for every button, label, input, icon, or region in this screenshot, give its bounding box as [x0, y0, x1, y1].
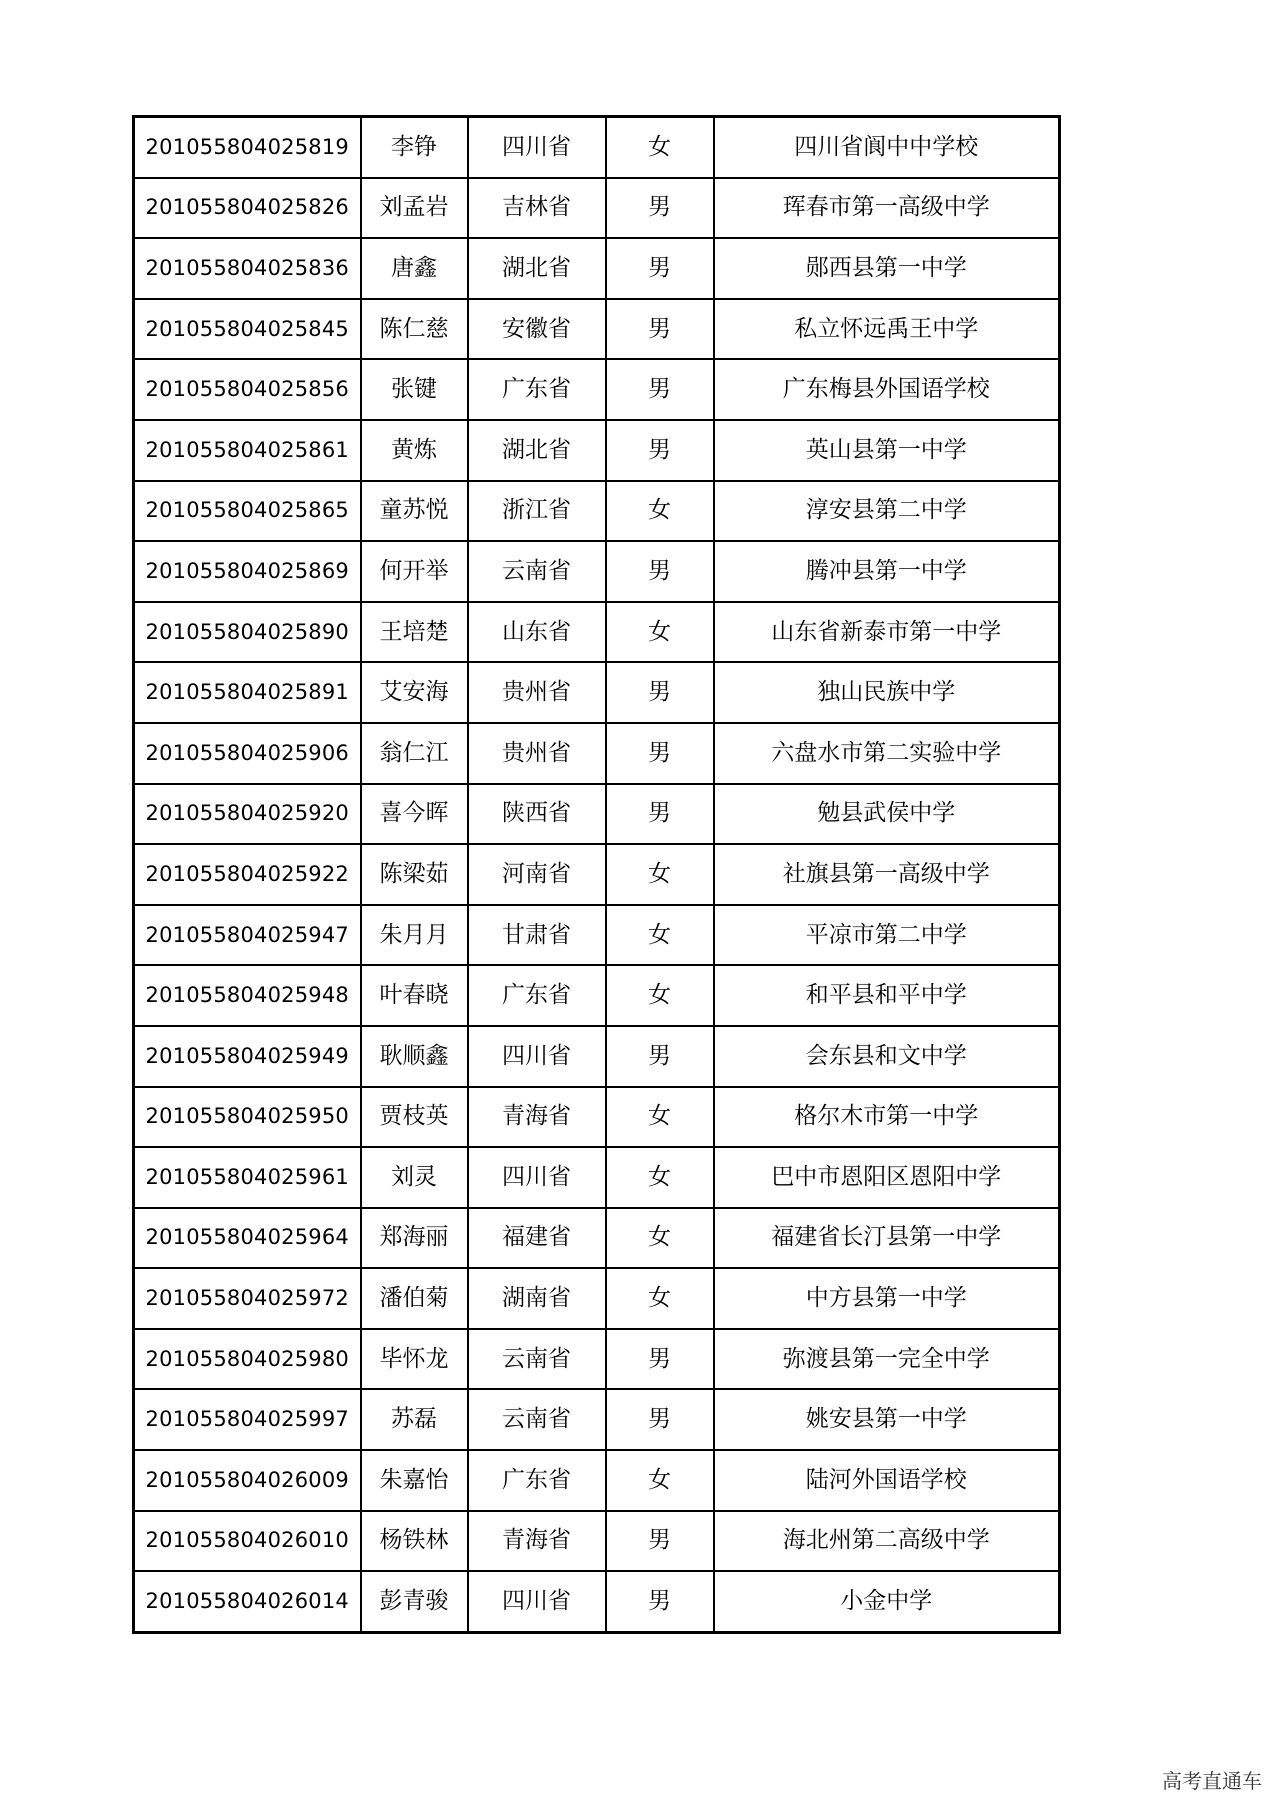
cell-province: 湖北省 [468, 238, 606, 299]
cell-candidate-id: 201055804025972 [134, 1268, 361, 1329]
cell-school: 独山民族中学 [714, 662, 1060, 723]
cell-name: 刘灵 [361, 1147, 468, 1208]
cell-gender: 女 [606, 1147, 714, 1208]
cell-gender: 女 [606, 1087, 714, 1148]
cell-province: 河南省 [468, 844, 606, 905]
cell-school: 珲春市第一高级中学 [714, 178, 1060, 239]
cell-school: 和平县和平中学 [714, 965, 1060, 1026]
cell-school: 六盘水市第二实验中学 [714, 723, 1060, 784]
cell-school: 四川省阆中中学校 [714, 117, 1060, 178]
cell-candidate-id: 201055804025961 [134, 1147, 361, 1208]
cell-province: 四川省 [468, 117, 606, 178]
cell-name: 王培楚 [361, 602, 468, 663]
cell-province: 云南省 [468, 1389, 606, 1450]
cell-candidate-id: 201055804025997 [134, 1389, 361, 1450]
cell-name: 唐鑫 [361, 238, 468, 299]
cell-candidate-id: 201055804025865 [134, 481, 361, 542]
cell-candidate-id: 201055804025922 [134, 844, 361, 905]
cell-school: 海北州第二高级中学 [714, 1511, 1060, 1572]
cell-candidate-id: 201055804025947 [134, 905, 361, 966]
cell-province: 山东省 [468, 602, 606, 663]
cell-name: 童苏悦 [361, 481, 468, 542]
cell-candidate-id: 201055804025906 [134, 723, 361, 784]
table-row [134, 481, 1060, 542]
cell-name: 苏磊 [361, 1389, 468, 1450]
cell-name: 艾安海 [361, 662, 468, 723]
cell-province: 浙江省 [468, 481, 606, 542]
cell-candidate-id: 201055804025819 [134, 117, 361, 178]
cell-province: 四川省 [468, 1147, 606, 1208]
cell-name: 刘孟岩 [361, 178, 468, 239]
cell-candidate-id: 201055804025861 [134, 420, 361, 481]
cell-school: 山东省新泰市第一中学 [714, 602, 1060, 663]
cell-name: 耿顺鑫 [361, 1026, 468, 1087]
cell-gender: 女 [606, 965, 714, 1026]
cell-gender: 男 [606, 541, 714, 602]
student-roster-table [132, 115, 1061, 1634]
cell-school: 福建省长汀县第一中学 [714, 1208, 1060, 1269]
cell-candidate-id: 201055804025948 [134, 965, 361, 1026]
table-row [134, 178, 1060, 239]
cell-gender: 女 [606, 1268, 714, 1329]
cell-province: 安徽省 [468, 299, 606, 360]
cell-name: 李铮 [361, 117, 468, 178]
cell-province: 湖北省 [468, 420, 606, 481]
cell-gender: 女 [606, 117, 714, 178]
cell-school: 巴中市恩阳区恩阳中学 [714, 1147, 1060, 1208]
cell-gender: 男 [606, 1026, 714, 1087]
table-row [134, 1511, 1060, 1572]
cell-gender: 男 [606, 1329, 714, 1390]
cell-gender: 男 [606, 1511, 714, 1572]
cell-gender: 女 [606, 1450, 714, 1511]
table-row [134, 1571, 1060, 1632]
cell-school: 姚安县第一中学 [714, 1389, 1060, 1450]
cell-candidate-id: 201055804026010 [134, 1511, 361, 1572]
table-row [134, 723, 1060, 784]
cell-name: 陈仁慈 [361, 299, 468, 360]
cell-name: 朱月月 [361, 905, 468, 966]
table-row [134, 784, 1060, 845]
cell-candidate-id: 201055804025826 [134, 178, 361, 239]
cell-province: 广东省 [468, 359, 606, 420]
cell-school: 淳安县第二中学 [714, 481, 1060, 542]
cell-school: 广东梅县外国语学校 [714, 359, 1060, 420]
cell-name: 郑海丽 [361, 1208, 468, 1269]
cell-candidate-id: 201055804026014 [134, 1571, 361, 1632]
cell-school: 英山县第一中学 [714, 420, 1060, 481]
cell-gender: 女 [606, 905, 714, 966]
cell-gender: 女 [606, 1208, 714, 1269]
cell-school: 中方县第一中学 [714, 1268, 1060, 1329]
cell-candidate-id: 201055804025856 [134, 359, 361, 420]
cell-name: 杨铁林 [361, 1511, 468, 1572]
cell-name: 朱嘉怡 [361, 1450, 468, 1511]
cell-candidate-id: 201055804026009 [134, 1450, 361, 1511]
cell-province: 贵州省 [468, 662, 606, 723]
cell-province: 四川省 [468, 1571, 606, 1632]
table-row [134, 1208, 1060, 1269]
cell-province: 甘肃省 [468, 905, 606, 966]
table-row [134, 1389, 1060, 1450]
cell-school: 勉县武侯中学 [714, 784, 1060, 845]
cell-name: 陈梁茹 [361, 844, 468, 905]
cell-gender: 男 [606, 723, 714, 784]
table-row [134, 1026, 1060, 1087]
table-row [134, 662, 1060, 723]
cell-name: 潘伯菊 [361, 1268, 468, 1329]
cell-school: 会东县和文中学 [714, 1026, 1060, 1087]
cell-gender: 男 [606, 1389, 714, 1450]
cell-gender: 女 [606, 844, 714, 905]
cell-name: 毕怀龙 [361, 1329, 468, 1390]
table-row [134, 602, 1060, 663]
cell-candidate-id: 201055804025891 [134, 662, 361, 723]
table-row [134, 238, 1060, 299]
cell-candidate-id: 201055804025950 [134, 1087, 361, 1148]
cell-province: 四川省 [468, 1026, 606, 1087]
cell-candidate-id: 201055804025869 [134, 541, 361, 602]
cell-province: 福建省 [468, 1208, 606, 1269]
cell-name: 何开举 [361, 541, 468, 602]
cell-name: 叶春晓 [361, 965, 468, 1026]
cell-candidate-id: 201055804025920 [134, 784, 361, 845]
cell-gender: 男 [606, 784, 714, 845]
cell-gender: 男 [606, 178, 714, 239]
cell-gender: 男 [606, 662, 714, 723]
cell-school: 平凉市第二中学 [714, 905, 1060, 966]
cell-province: 湖南省 [468, 1268, 606, 1329]
cell-school: 私立怀远禹王中学 [714, 299, 1060, 360]
cell-province: 青海省 [468, 1087, 606, 1148]
watermark-text: 高考直通车 [1162, 1769, 1262, 1793]
cell-name: 喜今晖 [361, 784, 468, 845]
cell-candidate-id: 201055804025964 [134, 1208, 361, 1269]
cell-gender: 男 [606, 238, 714, 299]
table-row [134, 844, 1060, 905]
cell-school: 腾冲县第一中学 [714, 541, 1060, 602]
table-row [134, 359, 1060, 420]
cell-province: 广东省 [468, 965, 606, 1026]
cell-school: 小金中学 [714, 1571, 1060, 1632]
cell-province: 广东省 [468, 1450, 606, 1511]
table-row [134, 1268, 1060, 1329]
table-row [134, 541, 1060, 602]
cell-school: 格尔木市第一中学 [714, 1087, 1060, 1148]
table-row [134, 1450, 1060, 1511]
table-row [134, 420, 1060, 481]
table-row [134, 117, 1060, 178]
cell-province: 云南省 [468, 1329, 606, 1390]
table-row [134, 965, 1060, 1026]
cell-candidate-id: 201055804025949 [134, 1026, 361, 1087]
cell-candidate-id: 201055804025836 [134, 238, 361, 299]
cell-gender: 女 [606, 481, 714, 542]
cell-school: 社旗县第一高级中学 [714, 844, 1060, 905]
cell-gender: 男 [606, 420, 714, 481]
cell-gender: 男 [606, 1571, 714, 1632]
cell-candidate-id: 201055804025845 [134, 299, 361, 360]
cell-candidate-id: 201055804025980 [134, 1329, 361, 1390]
cell-school: 弥渡县第一完全中学 [714, 1329, 1060, 1390]
table-row [134, 1147, 1060, 1208]
cell-gender: 男 [606, 359, 714, 420]
cell-name: 彭青骏 [361, 1571, 468, 1632]
table-row [134, 299, 1060, 360]
cell-candidate-id: 201055804025890 [134, 602, 361, 663]
cell-gender: 男 [606, 299, 714, 360]
cell-school: 郧西县第一中学 [714, 238, 1060, 299]
cell-province: 青海省 [468, 1511, 606, 1572]
cell-name: 张键 [361, 359, 468, 420]
table-row [134, 1087, 1060, 1148]
cell-school: 陆河外国语学校 [714, 1450, 1060, 1511]
table-row [134, 905, 1060, 966]
cell-name: 翁仁江 [361, 723, 468, 784]
cell-province: 陕西省 [468, 784, 606, 845]
cell-province: 吉林省 [468, 178, 606, 239]
cell-province: 云南省 [468, 541, 606, 602]
table-row [134, 1329, 1060, 1390]
cell-gender: 女 [606, 602, 714, 663]
cell-province: 贵州省 [468, 723, 606, 784]
cell-name: 黄炼 [361, 420, 468, 481]
cell-name: 贾枝英 [361, 1087, 468, 1148]
